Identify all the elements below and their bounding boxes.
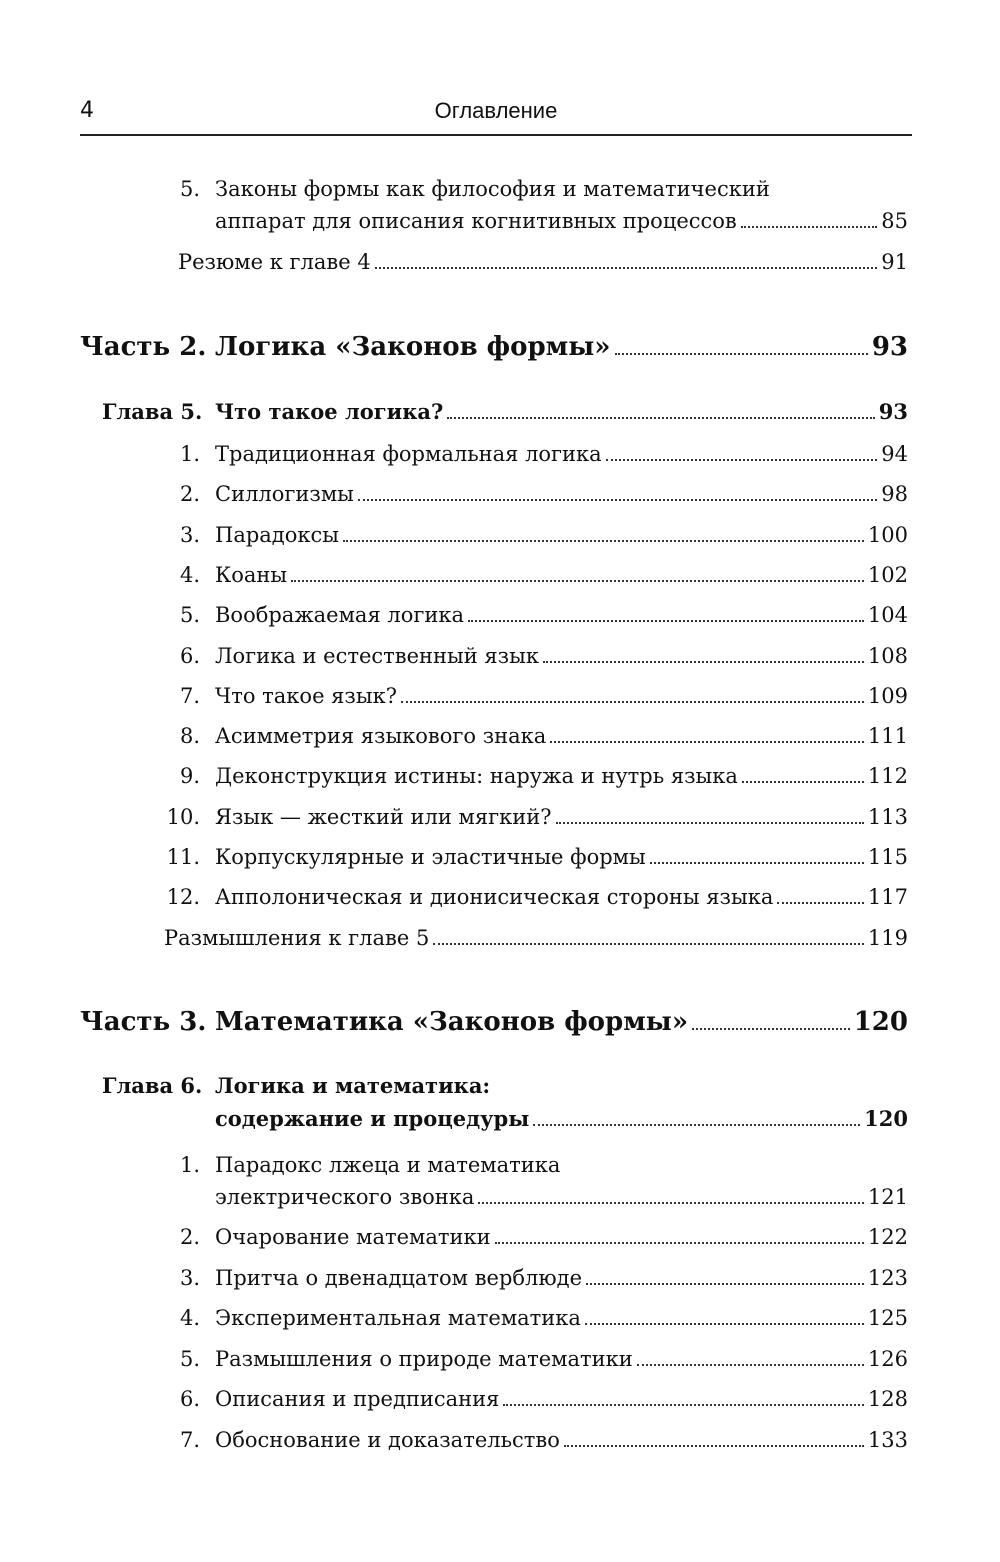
entry-number: 6. (179, 643, 200, 668)
entry-number: 5. (179, 177, 200, 201)
entry-title: Асимметрия языкового знака (215, 724, 547, 749)
entry-number: 2. (179, 1225, 200, 1249)
entry-line (215, 761, 908, 791)
entry-number: 4. (179, 562, 200, 587)
toc-chapter-6 (0, 1071, 1000, 1107)
toc-entry (0, 1263, 1000, 1299)
toc-entry (0, 761, 1000, 797)
entry-title: Экспериментальная математика (215, 1306, 581, 1330)
entry-page: 112 (867, 764, 908, 789)
entry-number: 11. (166, 845, 200, 869)
entry-line (215, 1344, 908, 1374)
entry-line (215, 1425, 908, 1455)
entry-title: Логика и естественный язык (215, 643, 539, 668)
entry-page: 108 (867, 643, 908, 668)
entry-page: 121 (867, 1185, 908, 1209)
entry-line (215, 397, 908, 427)
entry-page: 123 (867, 1265, 908, 1290)
entry-page: 133 (867, 1427, 908, 1452)
entry-line (215, 1005, 908, 1039)
entry-title: Корпускулярные и эластичные формы (215, 845, 646, 869)
entry-page: 125 (867, 1306, 908, 1330)
entry-title: Притча о двенадцатом верблюде (215, 1265, 583, 1290)
entry-number: 7. (179, 1427, 200, 1452)
chapter-page: 120 (864, 1106, 908, 1131)
entry-line (215, 1182, 908, 1212)
entry-number: 5. (179, 1346, 200, 1371)
toc-entry (0, 1344, 1000, 1380)
entry-page: 117 (867, 885, 908, 910)
entry-title: Силлогизмы (215, 482, 354, 507)
chapter-label: Глава 5. (102, 399, 203, 424)
entry-number: 8. (179, 724, 200, 749)
entry-title-line1: Парадокс лжеца и математика (215, 1153, 561, 1177)
entry-line (164, 923, 908, 953)
entry-line (215, 600, 908, 630)
entry-page: 102 (867, 562, 908, 587)
dot-leader (478, 1182, 863, 1204)
entry-number: 4. (179, 1306, 200, 1330)
toc-entry-ch4-s5-line2 (0, 206, 1000, 242)
toc-entry (0, 479, 1000, 515)
toc-entry (0, 681, 1000, 717)
toc-entry-ch4-summary (0, 247, 1000, 283)
entry-number: 12. (166, 885, 200, 910)
toc-entry (0, 1222, 1000, 1258)
entry-page: 98 (881, 482, 908, 507)
entry-line (215, 681, 908, 711)
toc-chapter-6-line2 (0, 1104, 1000, 1140)
dot-leader (777, 882, 864, 904)
toc-entry (0, 520, 1000, 556)
dot-leader (637, 1344, 864, 1366)
dot-leader (606, 439, 878, 461)
toc-chapter-5 (0, 397, 1000, 433)
entry-line (215, 520, 908, 550)
entry-line (215, 330, 908, 364)
dot-leader (503, 1384, 864, 1406)
entry-line (215, 1104, 908, 1134)
entry-title: Воображаемая логика (215, 603, 464, 628)
entry-page: 94 (881, 442, 908, 466)
entry-title: Апполоническая и дионисическая стороны языка (215, 885, 774, 910)
dot-leader (543, 641, 864, 663)
toc-entry (0, 600, 1000, 636)
entry-line (215, 1384, 908, 1414)
chapter-title-line2: содержание и процедуры (215, 1106, 530, 1131)
entry-number: 3. (179, 1265, 200, 1290)
entry-page: 111 (867, 724, 908, 749)
entry-title: Деконструкция истины: наружа и нутрь языка (215, 764, 738, 789)
dot-leader (650, 842, 864, 864)
entry-title: Резюме к главе 4 (178, 250, 371, 274)
running-title: Оглавление (434, 98, 558, 123)
dot-leader (615, 333, 868, 355)
dot-leader (375, 247, 878, 269)
toc-entry (0, 1384, 1000, 1420)
entry-number: 10. (166, 804, 200, 829)
dot-leader (495, 1222, 864, 1244)
entry-line (215, 1303, 908, 1333)
entry-page: 128 (867, 1387, 908, 1411)
dot-leader (741, 206, 878, 228)
entry-line (215, 479, 908, 509)
entry-line (215, 882, 908, 912)
dot-leader (468, 600, 864, 622)
dot-leader (556, 802, 864, 824)
toc-part-2 (0, 330, 1000, 374)
toc-entry (0, 1425, 1000, 1461)
dot-leader (343, 520, 864, 542)
entry-title: Что такое язык? (215, 683, 397, 708)
entry-line (215, 641, 908, 671)
entry-page: 109 (867, 683, 908, 708)
entry-line (215, 1222, 908, 1252)
chapter-title-line1: Логика и математика: (215, 1073, 491, 1098)
entry-title: Очарование математики (215, 1225, 491, 1249)
toc-entry-ch4-s5 (0, 174, 1000, 210)
dot-leader (358, 479, 877, 501)
toc-entry-ch5-reflections (0, 923, 1000, 959)
entry-number: 1. (179, 442, 200, 466)
toc-entry (0, 721, 1000, 757)
entry-number: 5. (179, 603, 200, 628)
entry-title-line2: аппарат для описания когнитивных процессов (215, 209, 737, 233)
dot-leader (401, 681, 864, 703)
entry-title-line2: электрического звонка (215, 1185, 475, 1209)
entry-line (215, 560, 908, 590)
entry-title: Традиционная формальная логика (215, 442, 602, 466)
toc-entry (0, 802, 1000, 838)
entry-title: Обоснование и доказательство (215, 1427, 560, 1452)
entry-page: 91 (881, 250, 908, 274)
entry-title: Коаны (215, 562, 288, 587)
toc-entry-ch6-s1 (0, 1150, 1000, 1186)
toc-entry (0, 641, 1000, 677)
entry-line (178, 247, 908, 277)
part-page: 93 (871, 332, 908, 362)
toc-entry (0, 439, 1000, 475)
dot-leader (586, 1263, 864, 1285)
running-header (80, 96, 912, 136)
toc-entry (0, 1303, 1000, 1339)
toc-entry (0, 560, 1000, 596)
entry-line (215, 721, 908, 751)
entry-title: Язык — жесткий или мягкий? (215, 804, 552, 829)
chapter-page: 93 (878, 399, 908, 424)
entry-page: 119 (867, 926, 908, 950)
entry-title: Размышления к главе 5 (164, 926, 430, 950)
entry-line (215, 206, 908, 236)
entry-number: 7. (179, 683, 200, 708)
dot-leader (585, 1303, 864, 1325)
part-label: Часть 3. (80, 1007, 207, 1037)
entry-title: Парадоксы (215, 522, 339, 547)
dot-leader (533, 1104, 860, 1126)
entry-line (215, 439, 908, 469)
page-number: 4 (80, 98, 94, 123)
toc-entry (0, 842, 1000, 878)
dot-leader (550, 721, 864, 743)
entry-number: 3. (179, 522, 200, 547)
toc-entry-ch6-s1-line2 (0, 1182, 1000, 1218)
dot-leader (564, 1425, 864, 1447)
entry-page: 100 (867, 522, 908, 547)
chapter-label: Глава 6. (102, 1073, 203, 1098)
dot-leader (742, 761, 864, 783)
entry-number: 2. (179, 482, 200, 507)
dot-leader (447, 397, 874, 419)
entry-number: 9. (179, 764, 200, 789)
entry-line (215, 1263, 908, 1293)
entry-page: 126 (867, 1346, 908, 1371)
entry-line (215, 842, 908, 872)
entry-page: 85 (881, 209, 908, 233)
part-title: Логика «Законов формы» (215, 332, 611, 362)
chapter-title: Что такое логика? (215, 399, 444, 424)
entry-line (215, 802, 908, 832)
entry-number: 1. (179, 1153, 200, 1177)
entry-title: Описания и предписания (215, 1387, 500, 1411)
dot-leader (692, 1008, 850, 1030)
dot-leader (291, 560, 864, 582)
toc-part-3 (0, 1005, 1000, 1049)
toc-entry (0, 882, 1000, 918)
part-label: Часть 2. (80, 332, 207, 362)
entry-title-line1: Законы формы как философия и математический (215, 177, 770, 201)
entry-page: 115 (867, 845, 908, 869)
entry-number: 6. (179, 1387, 200, 1411)
entry-title: Размышления о природе математики (215, 1346, 633, 1371)
entry-page: 104 (867, 603, 908, 628)
part-title: Математика «Законов формы» (215, 1007, 689, 1037)
entry-page: 122 (867, 1225, 908, 1249)
dot-leader (433, 923, 864, 945)
entry-page: 113 (867, 804, 908, 829)
part-page: 120 (853, 1007, 908, 1037)
